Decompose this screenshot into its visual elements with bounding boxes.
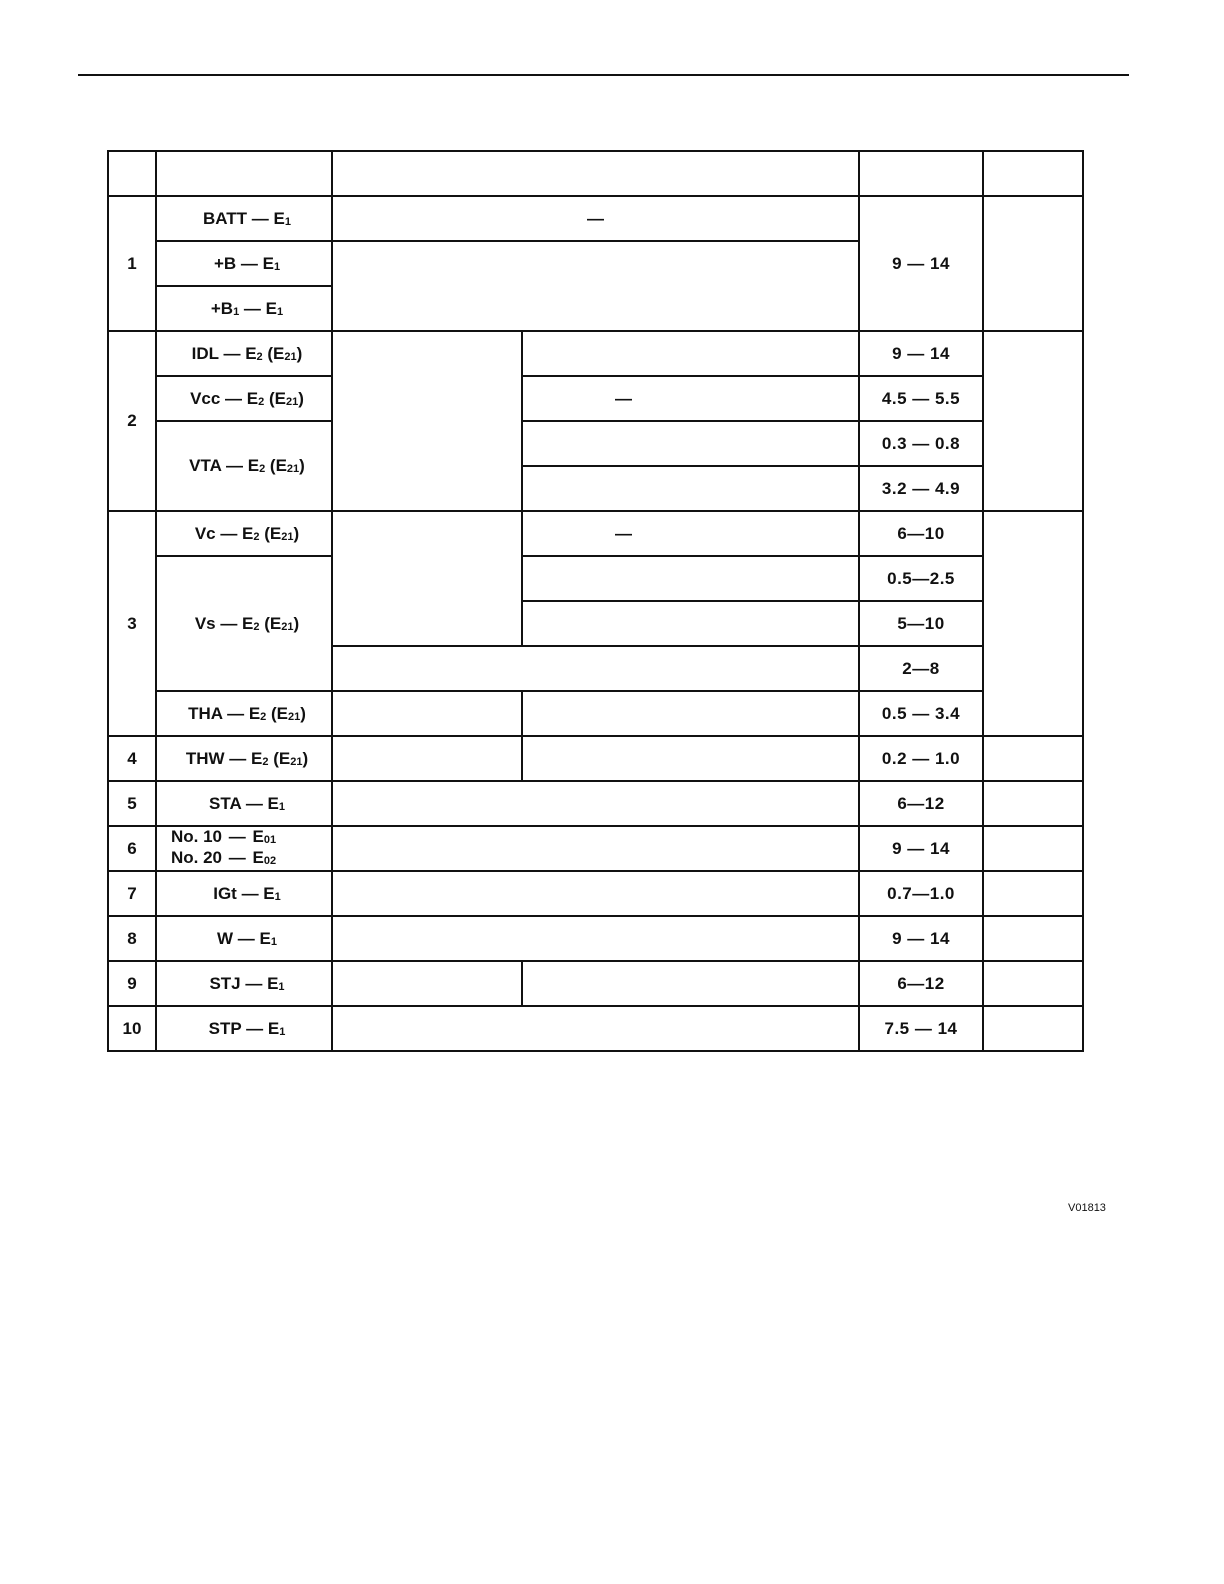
row-number: 1: [108, 196, 156, 331]
voltage-value: 7.5 — 14: [859, 1006, 983, 1051]
table-row: [108, 1006, 1083, 1051]
condition-cell: [522, 421, 859, 466]
condition-cell: [332, 916, 859, 961]
voltage-value: 0.5 — 3.4: [859, 691, 983, 736]
voltage-value: 0.7—1.0: [859, 871, 983, 916]
remarks-cell: [983, 961, 1083, 1006]
voltage-value: 0.3 — 0.8: [859, 421, 983, 466]
terminal-cell: VTA — E2 (E21): [156, 421, 332, 511]
terminal-cell: THW — E2 (E21): [156, 736, 332, 781]
header-std-voltage: [859, 151, 983, 196]
terminal-cell: Vs — E2 (E21): [156, 556, 332, 691]
terminal-cell: STP — E1: [156, 1006, 332, 1051]
row-number: 7: [108, 871, 156, 916]
remarks-cell: [983, 511, 1083, 736]
terminal-line: No. 10 — E01: [171, 826, 277, 846]
condition-cell: [332, 736, 522, 781]
row-number: 10: [108, 1006, 156, 1051]
condition-dash: —: [522, 376, 859, 421]
table-row: [108, 916, 1083, 961]
table-row: [108, 781, 1083, 826]
header-terminals: [156, 151, 332, 196]
condition-cell: [332, 961, 522, 1006]
table-row: [108, 376, 1083, 421]
remarks-cell: [983, 331, 1083, 511]
terminal-cell: +B1 — E1: [156, 286, 332, 331]
voltage-value: 9 — 14: [859, 916, 983, 961]
condition-cell: [332, 1006, 859, 1051]
remarks-cell: [983, 736, 1083, 781]
voltage-value: 0.5—2.5: [859, 556, 983, 601]
remarks-cell: [983, 781, 1083, 826]
table-row: [108, 331, 1083, 376]
terminal-cell: THA — E2 (E21): [156, 691, 332, 736]
condition-cell: [522, 736, 859, 781]
condition-cell: [522, 556, 859, 601]
condition-cell: [522, 601, 859, 646]
voltage-value: 9 — 14: [859, 826, 983, 871]
voltage-value: 6—10: [859, 511, 983, 556]
voltage-value: 3.2 — 4.9: [859, 466, 983, 511]
row-number: 5: [108, 781, 156, 826]
table-row: [108, 826, 1083, 871]
table-header-row: [108, 151, 1083, 196]
remarks-cell: [983, 826, 1083, 871]
condition-cell: [332, 331, 522, 511]
condition-cell: [522, 331, 859, 376]
table-row: [108, 691, 1083, 736]
header-rule: [78, 74, 1129, 76]
voltage-value: 9 — 14: [859, 196, 983, 331]
table-row: [108, 556, 1083, 601]
row-number: 6: [108, 826, 156, 871]
table-row: [108, 961, 1083, 1006]
header-no: [108, 151, 156, 196]
terminal-cell: IDL — E2 (E21): [156, 331, 332, 376]
condition-cell: [332, 241, 859, 331]
voltage-value: 5—10: [859, 601, 983, 646]
row-number: 3: [108, 511, 156, 736]
condition-dash: —: [332, 196, 859, 241]
terminal-cell: IGt — E1: [156, 871, 332, 916]
condition-cell: [332, 646, 859, 691]
terminal-cell: BATT — E1: [156, 196, 332, 241]
terminal-cell: STJ — E1: [156, 961, 332, 1006]
condition-cell: [522, 691, 859, 736]
row-number: 4: [108, 736, 156, 781]
condition-dash: —: [522, 511, 859, 556]
terminal-cell: STA — E1: [156, 781, 332, 826]
figure-code: V01813: [1068, 1202, 1106, 1214]
row-number: 8: [108, 916, 156, 961]
header-condition: [332, 151, 859, 196]
row-number: 9: [108, 961, 156, 1006]
terminal-cell: Vcc — E2 (E21): [156, 376, 332, 421]
terminal-cell: [156, 826, 332, 871]
condition-cell: [332, 871, 859, 916]
voltage-value: 9 — 14: [859, 331, 983, 376]
remarks-cell: [983, 1006, 1083, 1051]
table-row: [108, 421, 1083, 466]
condition-cell: [332, 826, 859, 871]
voltage-value: 6—12: [859, 961, 983, 1006]
terminal-cell: W — E1: [156, 916, 332, 961]
table-row: [108, 511, 1083, 556]
terminal-line: No. 20 — E02: [171, 847, 277, 867]
table-row: [108, 196, 1083, 241]
table-row: [108, 871, 1083, 916]
table-row: [108, 736, 1083, 781]
remarks-cell: [983, 196, 1083, 331]
remarks-cell: [983, 871, 1083, 916]
header-remarks: [983, 151, 1083, 196]
terminal-cell: Vc — E2 (E21): [156, 511, 332, 556]
voltage-value: 6—12: [859, 781, 983, 826]
remarks-cell: [983, 916, 1083, 961]
condition-cell: [332, 781, 859, 826]
row-number: 2: [108, 331, 156, 511]
condition-cell: [522, 466, 859, 511]
voltage-value: 0.2 — 1.0: [859, 736, 983, 781]
voltage-value: 2—8: [859, 646, 983, 691]
condition-cell: [522, 961, 859, 1006]
ecu-voltage-table: [107, 150, 1084, 1052]
condition-cell: [332, 511, 522, 646]
terminal-cell: +B — E1: [156, 241, 332, 286]
voltage-value: 4.5 — 5.5: [859, 376, 983, 421]
condition-cell: [332, 691, 522, 736]
